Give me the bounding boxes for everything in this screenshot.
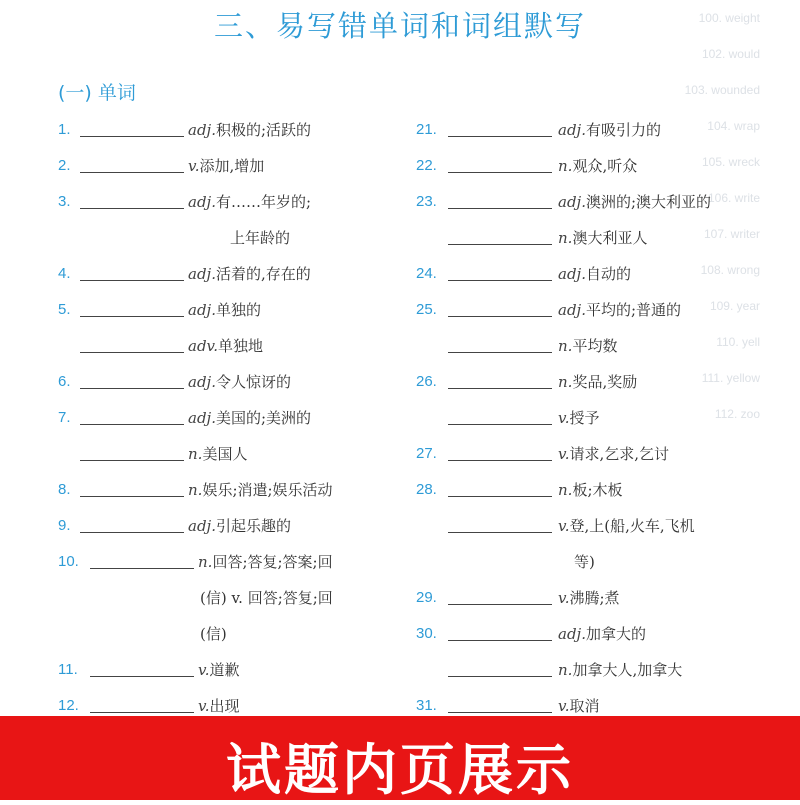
part-of-speech: adj. <box>188 193 216 211</box>
item-definition <box>188 370 291 394</box>
word-item <box>58 694 398 718</box>
word-item <box>416 586 756 610</box>
meaning-text: 引起乐趣的 <box>215 517 291 535</box>
meaning-text: 令人惊讶的 <box>215 373 291 391</box>
item-definition <box>188 154 264 178</box>
meaning-text: 登,上(船,火车,飞机 <box>569 517 695 535</box>
background-word: 107. writer <box>703 227 760 241</box>
item-definition <box>188 442 247 466</box>
item-definition <box>558 658 682 682</box>
item-number: 24. <box>416 265 437 282</box>
item-number: 21. <box>416 121 437 138</box>
answer-blank[interactable] <box>448 316 552 317</box>
meaning-text: 回答;答复;答案;回 <box>212 553 333 571</box>
item-definition <box>188 406 311 430</box>
item-definition <box>558 262 631 286</box>
part-of-speech: n. <box>558 661 573 679</box>
word-item <box>416 514 756 538</box>
meaning-text: 娱乐;消遣;娱乐活动 <box>202 481 333 499</box>
meaning-text: 澳大利亚人 <box>572 229 648 247</box>
part-of-speech: v. <box>558 445 570 463</box>
item-number: 12. <box>58 697 79 714</box>
word-item <box>58 478 398 502</box>
item-number: 6. <box>58 373 71 390</box>
meaning-text: 美国的;美洲的 <box>215 409 312 427</box>
part-of-speech: v. <box>188 157 200 175</box>
item-definition <box>200 622 227 646</box>
background-word: 102. would <box>701 47 760 61</box>
item-definition <box>558 622 646 646</box>
item-number: 2. <box>58 157 71 174</box>
part-of-speech: adj. <box>558 265 586 283</box>
word-item <box>58 406 398 430</box>
answer-blank[interactable] <box>80 136 184 137</box>
word-item <box>416 118 756 142</box>
item-number: 8. <box>58 481 71 498</box>
meaning-text: 请求,乞求,乞讨 <box>569 445 670 463</box>
word-item <box>416 370 756 394</box>
item-definition <box>200 586 333 610</box>
item-definition <box>558 370 637 394</box>
answer-blank[interactable] <box>80 496 184 497</box>
meaning-text: 奖品,奖励 <box>572 373 638 391</box>
part-of-speech: adj. <box>188 301 216 319</box>
part-of-speech: adj. <box>558 121 586 139</box>
part-of-speech: n. <box>558 373 573 391</box>
part-of-speech: n. <box>558 337 573 355</box>
word-item <box>58 622 398 646</box>
part-of-speech: adv. <box>188 337 219 355</box>
item-number: 1. <box>58 121 71 138</box>
part-of-speech: v. <box>198 697 210 715</box>
answer-blank[interactable] <box>448 172 552 173</box>
answer-blank[interactable] <box>90 676 194 677</box>
item-definition <box>188 262 311 286</box>
answer-blank[interactable] <box>448 676 552 677</box>
background-word: 100. weight <box>698 11 760 25</box>
meaning-text: 平均的;普通的 <box>585 301 682 319</box>
background-word: 108. wrong <box>700 263 760 277</box>
word-item <box>416 406 756 430</box>
part-of-speech: v. <box>558 697 570 715</box>
word-item <box>416 190 756 214</box>
answer-blank[interactable] <box>448 460 552 461</box>
answer-blank[interactable] <box>80 352 184 353</box>
part-of-speech: v. <box>198 661 210 679</box>
item-definition <box>198 550 333 574</box>
item-definition <box>188 514 291 538</box>
background-word: 111. yellow <box>701 371 760 385</box>
meaning-text: 美国人 <box>202 445 248 463</box>
part-of-speech: n. <box>188 481 203 499</box>
item-number: 31. <box>416 697 437 714</box>
item-number: 23. <box>416 193 437 210</box>
answer-blank[interactable] <box>448 280 552 281</box>
part-of-speech: adj. <box>188 409 216 427</box>
word-item <box>58 154 398 178</box>
meaning-text: 单独的 <box>215 301 261 319</box>
item-number: 10. <box>58 553 79 570</box>
word-item <box>58 262 398 286</box>
background-word: 110. yell <box>716 335 760 349</box>
item-definition <box>558 694 599 718</box>
word-item <box>416 226 756 250</box>
item-definition <box>558 478 623 502</box>
meaning-text: 添加,增加 <box>199 157 265 175</box>
background-word: 112. zoo <box>714 407 760 421</box>
word-item <box>416 694 756 718</box>
item-definition <box>558 226 647 250</box>
part-of-speech: adj. <box>188 373 216 391</box>
item-number: 11. <box>58 661 78 678</box>
word-item <box>416 550 756 574</box>
answer-blank[interactable] <box>80 424 184 425</box>
answer-blank[interactable] <box>448 640 552 641</box>
answer-blank[interactable] <box>90 568 194 569</box>
item-definition <box>558 298 681 322</box>
meaning-text: 平均数 <box>572 337 618 355</box>
meaning-text: 单独地 <box>218 337 264 355</box>
meaning-text: 上年龄的 <box>230 229 291 247</box>
answer-blank[interactable] <box>448 496 552 497</box>
word-item <box>416 154 756 178</box>
item-definition <box>558 190 711 214</box>
item-definition <box>558 334 617 358</box>
item-number: 22. <box>416 157 437 174</box>
item-definition <box>188 298 261 322</box>
background-word: 103. wounded <box>684 83 760 97</box>
item-number: 7. <box>58 409 71 426</box>
page-title: 三、易写错单词和词组默写 <box>213 9 586 43</box>
item-number: 4. <box>58 265 71 282</box>
part-of-speech: v. <box>558 589 570 607</box>
part-of-speech: n. <box>188 445 203 463</box>
meaning-text: 自动的 <box>585 265 631 283</box>
meaning-text: 加拿大的 <box>585 625 646 643</box>
item-number: 28. <box>416 481 437 498</box>
word-item <box>58 190 398 214</box>
part-of-speech: adj. <box>558 193 586 211</box>
word-item <box>416 658 756 682</box>
answer-blank[interactable] <box>80 280 184 281</box>
word-item <box>58 550 398 574</box>
section-title: (一) 单词 <box>58 82 136 104</box>
part-of-speech: adj. <box>188 121 216 139</box>
answer-blank[interactable] <box>448 388 552 389</box>
item-definition <box>558 514 695 538</box>
background-word: 105. wreck <box>701 155 760 169</box>
item-definition <box>230 226 290 250</box>
meaning-text: 有……年岁的; <box>215 193 312 211</box>
part-of-speech: n. <box>558 229 573 247</box>
item-definition <box>558 118 661 142</box>
answer-blank[interactable] <box>80 316 184 317</box>
item-number: 5. <box>58 301 71 318</box>
part-of-speech: adj. <box>188 265 216 283</box>
meaning-text: 活着的,存在的 <box>215 265 311 283</box>
banner-text: 试题内页展示 <box>225 738 574 802</box>
item-number: 9. <box>58 517 71 534</box>
item-number: 26. <box>416 373 437 390</box>
meaning-text: 有吸引力的 <box>585 121 661 139</box>
word-item <box>58 586 398 610</box>
item-definition <box>558 442 669 466</box>
answer-blank[interactable] <box>80 208 184 209</box>
meaning-text: (信) <box>200 625 227 643</box>
answer-blank[interactable] <box>448 352 552 353</box>
item-definition <box>188 478 333 502</box>
answer-blank[interactable] <box>448 424 552 425</box>
answer-blank[interactable] <box>90 712 194 713</box>
word-item <box>416 262 756 286</box>
answer-blank[interactable] <box>80 388 184 389</box>
background-word: 106. write <box>707 191 760 205</box>
part-of-speech: n. <box>198 553 213 571</box>
meaning-text: 等) <box>574 553 595 571</box>
item-definition <box>558 586 620 610</box>
item-number: 30. <box>416 625 437 642</box>
meaning-text: 板;木板 <box>572 481 623 499</box>
background-word: 104. wrap <box>707 119 760 133</box>
meaning-text: (信) v. 回答;答复;回 <box>200 589 333 607</box>
item-definition <box>574 550 595 574</box>
meaning-text: 道歉 <box>209 661 240 679</box>
word-item <box>58 298 398 322</box>
word-item <box>58 226 398 250</box>
meaning-text: 加拿大人,加拿大 <box>572 661 683 679</box>
answer-blank[interactable] <box>448 532 552 533</box>
word-item <box>416 622 756 646</box>
answer-blank[interactable] <box>80 532 184 533</box>
meaning-text: 出现 <box>209 697 240 715</box>
item-definition <box>558 154 637 178</box>
meaning-text: 授予 <box>569 409 600 427</box>
meaning-text: 澳洲的;澳大利亚的 <box>585 193 712 211</box>
meaning-text: 积极的;活跃的 <box>215 121 312 139</box>
word-item <box>58 514 398 538</box>
item-definition <box>188 118 311 142</box>
word-item <box>416 442 756 466</box>
item-definition <box>198 658 239 682</box>
part-of-speech: n. <box>558 481 573 499</box>
answer-blank[interactable] <box>448 244 552 245</box>
word-item <box>58 334 398 358</box>
part-of-speech: adj. <box>558 301 586 319</box>
item-number: 3. <box>58 193 71 210</box>
background-word: 109. year <box>709 299 760 313</box>
item-definition <box>198 694 239 718</box>
part-of-speech: adj. <box>558 625 586 643</box>
word-item <box>58 370 398 394</box>
item-number: 29. <box>416 589 437 606</box>
meaning-text: 观众,听众 <box>572 157 638 175</box>
answer-blank[interactable] <box>448 712 552 713</box>
meaning-text: 取消 <box>569 697 600 715</box>
answer-blank[interactable] <box>448 208 552 209</box>
meaning-text: 沸腾;煮 <box>569 589 620 607</box>
word-item <box>58 442 398 466</box>
item-definition <box>558 406 599 430</box>
word-item <box>416 478 756 502</box>
item-definition <box>188 190 311 214</box>
word-item <box>416 334 756 358</box>
item-number: 25. <box>416 301 437 318</box>
item-definition <box>188 334 263 358</box>
word-item <box>58 658 398 682</box>
item-number: 27. <box>416 445 437 462</box>
word-item <box>58 118 398 142</box>
answer-blank[interactable] <box>448 604 552 605</box>
part-of-speech: n. <box>558 157 573 175</box>
answer-blank[interactable] <box>80 460 184 461</box>
part-of-speech: v. <box>558 517 570 535</box>
part-of-speech: adj. <box>188 517 216 535</box>
answer-blank[interactable] <box>448 136 552 137</box>
answer-blank[interactable] <box>80 172 184 173</box>
word-item <box>416 298 756 322</box>
part-of-speech: v. <box>558 409 570 427</box>
